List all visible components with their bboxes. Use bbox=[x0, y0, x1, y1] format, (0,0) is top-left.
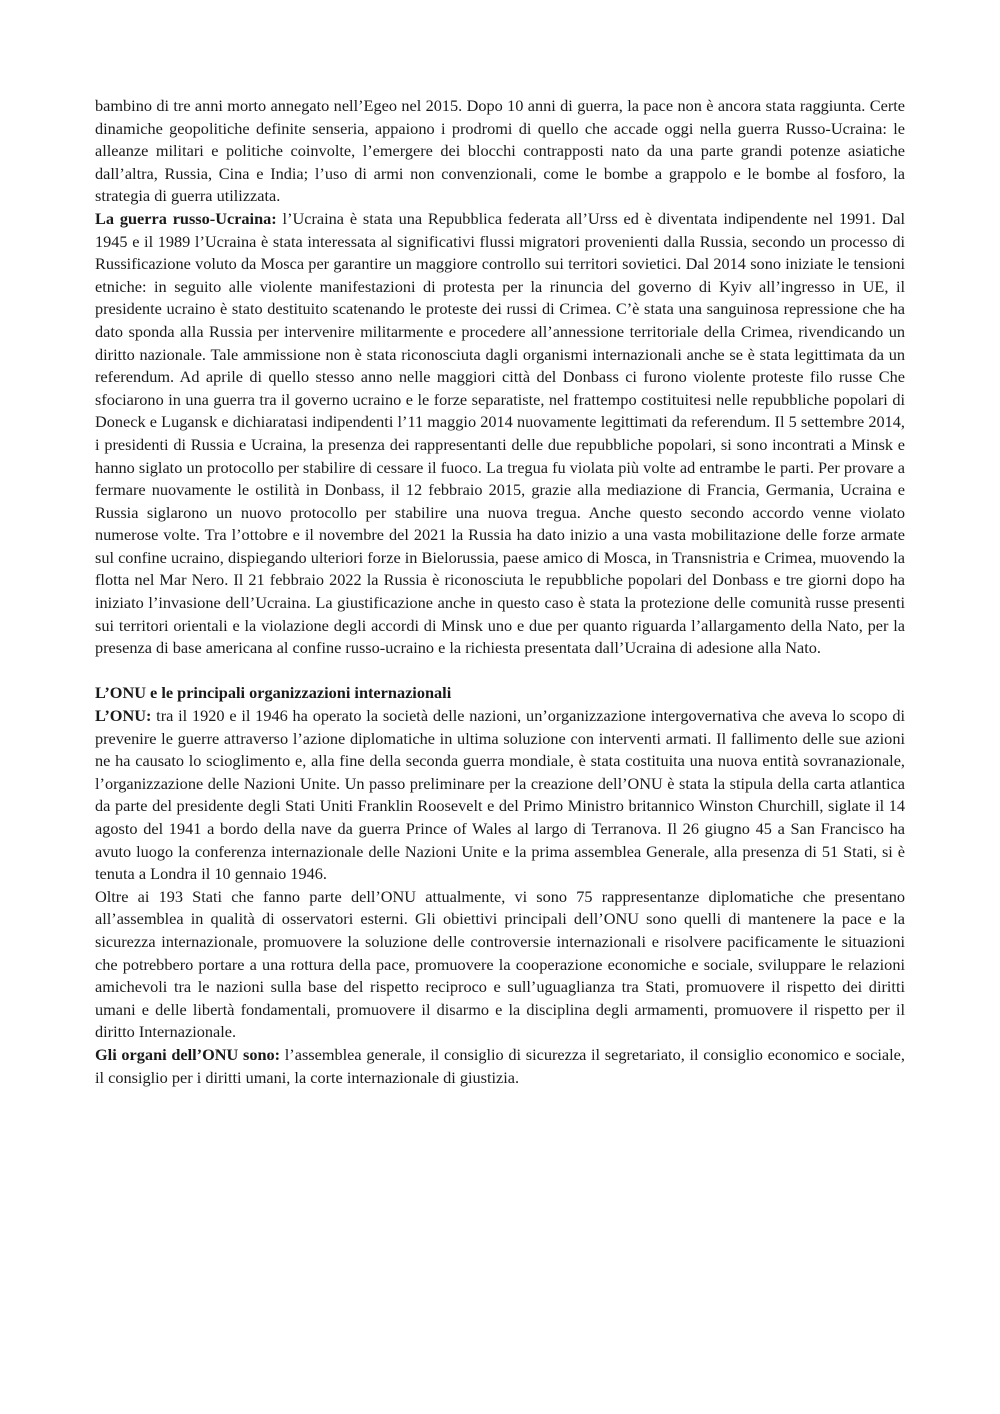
paragraph-body: bambino di tre anni morto annegato nell’Egeo nel 2015. Dopo 10 anni di guerra, la pace non è ancora stata raggiunta. Certe dinamiche geopolitiche definite senseria, appaiono i prodromi di quello che accade oggi nella guerra Russo-Ucraina: le alleanze militari e politiche coinvolte, l’emergere dei blocchi contrapposti nato da una parte grandi potenze asiatiche dall’altra, Russia, Cina e India; l’uso di armi non convenzionali, come le bombe a grappolo e le bombe al fosforo, la strategia di guerra utilizzata. bbox=[95, 96, 905, 206]
paragraph-body: tra il 1920 e il 1946 ha operato la società delle nazioni, un’organizzazione intergovernativa che aveva lo scopo di prevenire le guerre attraverso l’azione diplomatiche in ultima soluzione con interventi armati. Il fallimento delle sue azioni ne ha causato lo scioglimento e, alla fine della seconda guerra mondiale, è stata costituita una nuova entità sovranazionale, l’organizzazione delle Nazioni Unite. Un passo preliminare per la creazione dell’ONU è stata la stipula della carta atlantica da parte del presidente degli Stati Uniti Franklin Roosevelt e del Primo Ministro britannico Winston Churchill, siglate il 14 agosto del 1941 a bordo della nave da guerra Prince of Wales al largo di Terranova. Il 26 giugno 45 a San Francisco ha avuto luogo la conferenza internazionale delle Nazioni Unite e la prima assemblea Generale, alla presenza di 51 Stati, si è tenuta a Londra il 10 gennaio 1946. bbox=[95, 706, 905, 884]
paragraph-lead: La guerra russo-Ucraina: bbox=[95, 208, 277, 228]
paragraph-refugee-end bbox=[95, 95, 905, 208]
paragraph-russia-ukraine-war bbox=[95, 208, 905, 660]
paragraph-lead: L’ONU: bbox=[95, 706, 152, 726]
document-page bbox=[95, 95, 905, 1089]
paragraph-body: Oltre ai 193 Stati che fanno parte dell’ONU attualmente, vi sono 75 rappresentanze diplomatiche che presentano all’assemblea in qualità di osservatori esterni. Gli obiettivi principali dell’ONU sono quelli di mantenere la pace e la sicurezza internazionale, promuovere la soluzione delle controversie internazionali e risolvere pacificamente le situazioni che potrebbero portare a una rottura della pace, promuovere la cooperazione economiche e sociale, sviluppare le relazioni amichevoli tra le nazioni sulla base del rispetto reciproco e sull’uguaglianza tra Stati, promuovere il rispetto dei diritti umani e delle libertà fondamentali, promuovere il disarmo e la disciplina degli armamenti, promuovere il rispetto per il diritto Internazionale. bbox=[95, 886, 905, 1042]
paragraph-onu-history bbox=[95, 705, 905, 886]
paragraph-onu-organs bbox=[95, 1044, 905, 1089]
section-heading: L’ONU e le principali organizzazioni internazionali bbox=[95, 683, 452, 703]
paragraph-body: l’assemblea generale, il consiglio di sicurezza il segretariato, il consiglio economico e sociale, il consiglio per i diritti umani, la corte internazionale di giustizia. bbox=[95, 1044, 905, 1087]
paragraph-lead: Gli organi dell’ONU sono: bbox=[95, 1044, 281, 1064]
paragraph-onu-objectives bbox=[95, 886, 905, 1044]
blank-line bbox=[95, 660, 905, 683]
paragraph-body: l’Ucraina è stata una Repubblica federata all’Urss ed è diventata indipendente nel 1991. Dal 1945 e il 1989 l’Ucraina è stata interessata al significativi flussi migratori provenienti dalla Russia, secondo un processo di Russificazione voluto da Mosca per garantire un maggiore controllo sui territori sovietici. Dal 2014 sono iniziate le tensioni etniche: in seguito alle violente manifestazioni di protesta per la rinuncia del governo di Kyiv all’ingresso in UE, il presidente ucraino è stato destituito scatenando le proteste dei russi di Crimea. C’è stata una sanguinosa repressione che ha dato sponda alla Russia per intervenire militarmente e procedere all’annessione territoriale della Crimea, rivendicando un diritto nazionale. Tale ammissione non è stata riconosciuta dagli organismi internazionali anche se è stata legittimata da un referendum. Ad aprile di quello stesso anno nelle maggiori città del Donbass ci furono violente proteste filo russe Che sfociarono in una guerra tra il governo ucraino e le forze separatiste, nel frattempo costituitesi nelle repubbliche popolari di Doneck e Lugansk e dichiaratasi indipendenti l’11 maggio 2014 nuovamente legittimati da referendum. Il 5 settembre 2014, i presidenti di Russia e Ucraina, la presenza dei rappresentanti delle due repubbliche popolari, si sono incontrati a Minsk e hanno siglato un protocollo per stabilire di cessare il fuoco. La tregua fu violata più volte ad entrambe le parti. Per provare a fermare nuovamente le ostilità in Donbass, il 12 febbraio 2015, grazie alla mediazione di Francia, Germania, Ucraina e Russia siglarono un nuovo protocollo per stabilire una nuova tregua. Anche questo secondo accordo venne violato numerose volte. Tra l’ottobre e il novembre del 2021 la Russia ha dato inizio a una vasta mobilitazione delle forze armate sul confine ucraino, dispiegando ulteriori forze in Bielorussia, paese amico di Mosca, in Transnistria e Crimea, muovendo la flotta nel Mar Nero. Il 21 febbraio 2022 la Russia è riconosciuta le repubbliche popolari del Donbass e tre giorni dopo ha iniziato l’invasione dell’Ucraina. La giustificazione anche in questo caso è stata la protezione delle comunità russe presenti sui territori orientali e la violazione degli accordi di Minsk uno e due per quanto riguarda l’allargamento della Nato, per la presenza di base americana al confine russo-ucraino e la richiesta presentata dall’Ucraina di adesione alla Nato. bbox=[95, 208, 905, 658]
